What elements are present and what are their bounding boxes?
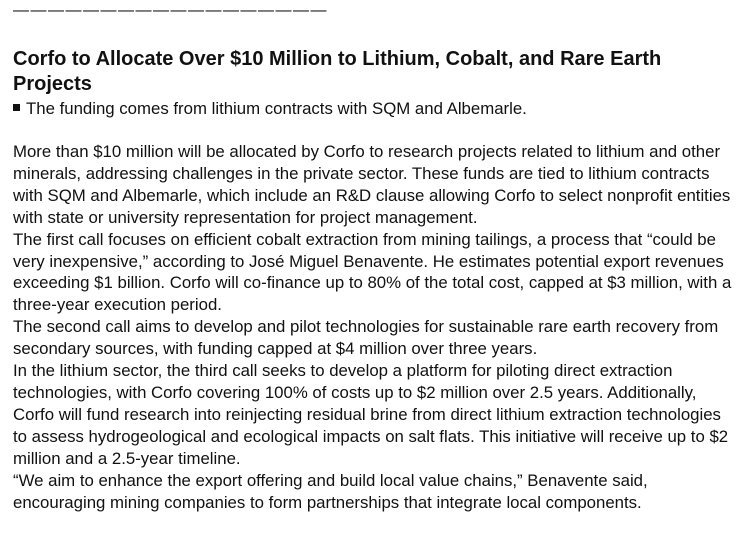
body-paragraph: “We aim to enhance the export offering and build local value chains,” Benavente said, encouraging mining companies to form partnerships that integrate local components.: [13, 470, 648, 512]
article-body: [13, 141, 737, 513]
body-paragraph: The first call focuses on efficient cobalt extraction from mining tailings, a process that “could be very inexpensive,” according to José Miguel Benavente. He estimates potential export revenues exceeding $1 billion. Corfo will co-finance up to 80% of the total cost, capped at $3 million, with a three-year execution period.: [13, 229, 732, 315]
body-paragraph: More than $10 million will be allocated by Corfo to research projects related to lithium and other minerals, addressing challenges in the private sector. These funds are tied to lithium contracts with SQM and Albemarle, which include an R&D clause allowing Corfo to select nonprofit entities with state or university representation for project management.: [13, 142, 731, 227]
divider-line: ——————————————————: [13, 2, 328, 19]
bullet-icon: [13, 104, 20, 111]
article-summary: [13, 97, 737, 121]
article-container: [13, 0, 737, 513]
article-headline: Corfo to Allocate Over $10 Million to Lithium, Cobalt, and Rare Earth Projects: [13, 48, 662, 95]
body-paragraph: In the lithium sector, the third call seeks to develop a platform for piloting direct extraction technologies, with Corfo covering 100% of costs up to $2 million over 2.5 years. Additionally, Corfo will fund research into reinjecting residual brine from direct lithium extraction technologies to assess hydrogeological and ecological impacts on salt flats. This initiative will receive up to $2 million and a 2.5-year timeline.: [13, 361, 729, 468]
body-paragraph: The second call aims to develop and pilot technologies for sustainable rare earth recovery from secondary sources, with funding capped at $4 million over three years.: [13, 317, 719, 359]
summary-text: The funding comes from lithium contracts with SQM and Albemarle.: [26, 99, 527, 118]
